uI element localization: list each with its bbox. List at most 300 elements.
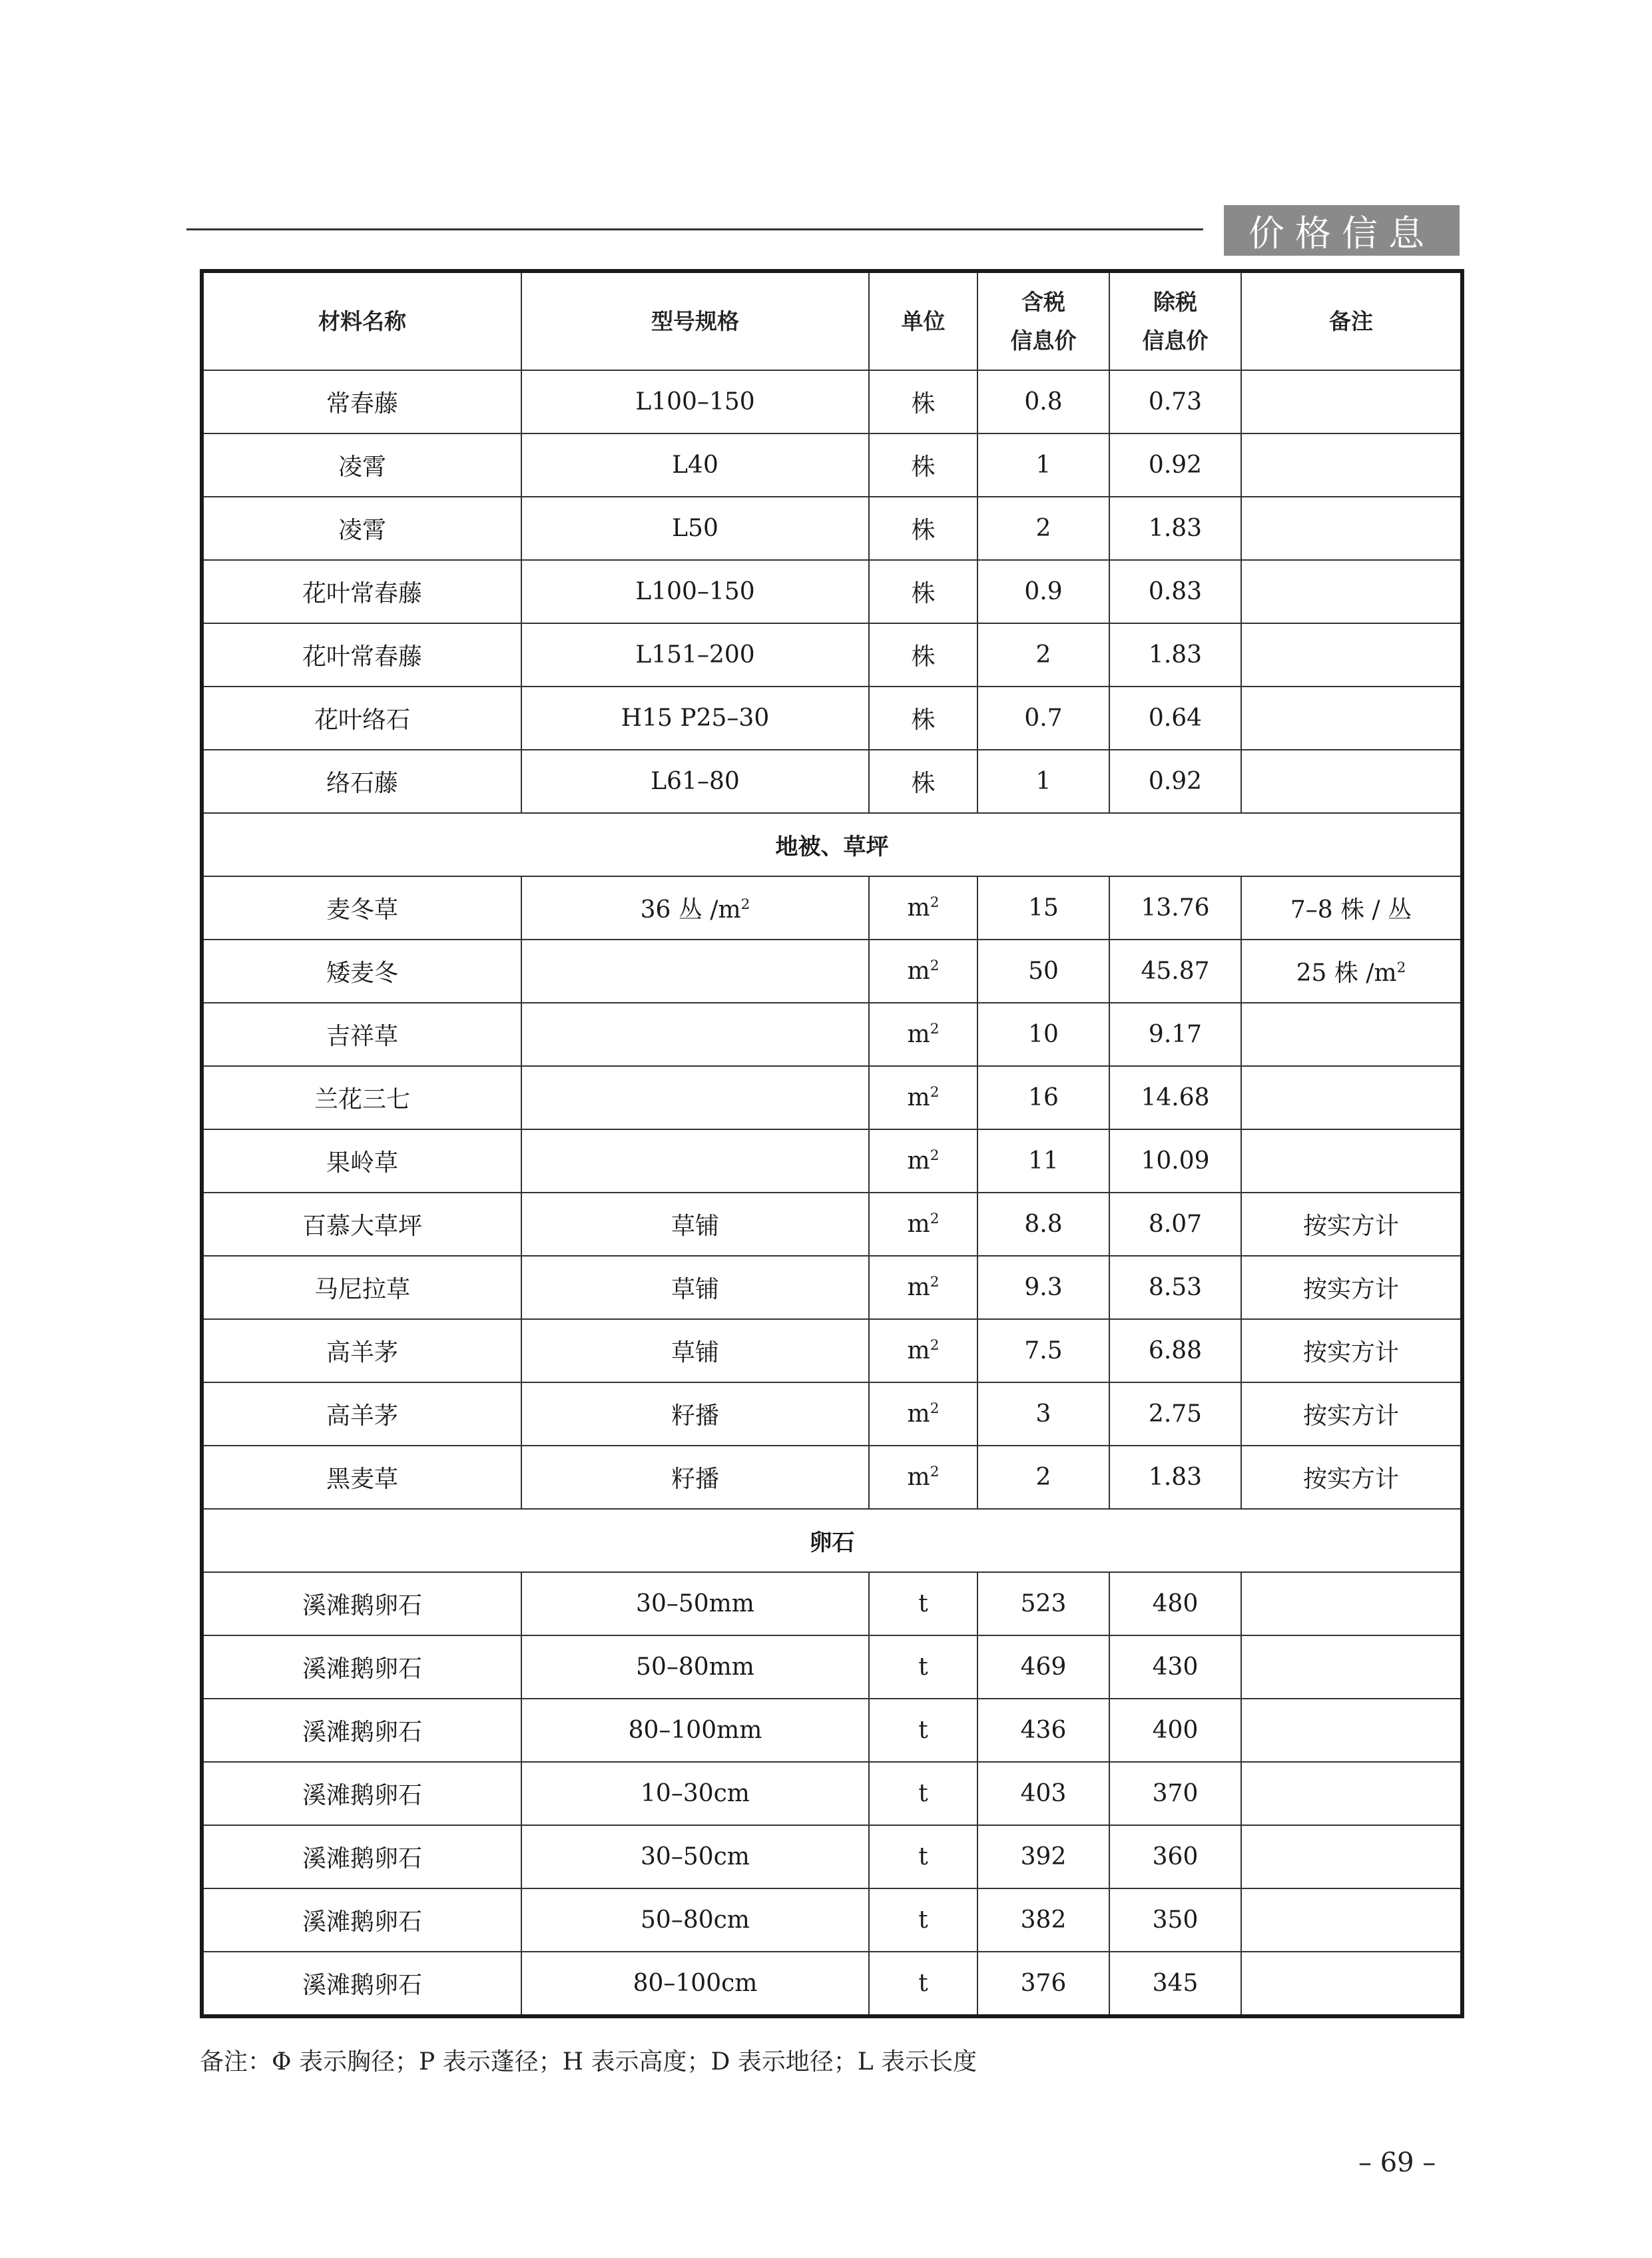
cell-name-text: 吉祥草 bbox=[326, 1023, 398, 1050]
cell-spec bbox=[521, 1952, 869, 2016]
cell-unit-superscript: 2 bbox=[930, 958, 940, 974]
cell-unit bbox=[869, 1319, 977, 1382]
cell-price-notax-text: 0.92 bbox=[1148, 768, 1203, 795]
cell-price-tax bbox=[977, 1888, 1109, 1952]
cell-name bbox=[202, 1952, 521, 2016]
cell-price-tax-text: 10 bbox=[1028, 1021, 1059, 1048]
cell-name-text: 溪滩鹅卵石 bbox=[302, 1655, 422, 1683]
cell-remark bbox=[1241, 1635, 1462, 1699]
cell-remark-text: 按实方计 bbox=[1302, 1276, 1399, 1303]
cell-spec bbox=[521, 1066, 869, 1129]
cell-price-tax bbox=[977, 1256, 1109, 1319]
cell-remark bbox=[1241, 940, 1462, 1003]
cell-price-notax-text: 2.75 bbox=[1148, 1400, 1203, 1428]
cell-price-notax bbox=[1109, 1699, 1241, 1762]
cell-unit-superscript: 2 bbox=[930, 894, 940, 911]
cell-unit bbox=[869, 876, 977, 940]
cell-name bbox=[202, 1446, 521, 1509]
cell-name bbox=[202, 1129, 521, 1193]
cell-spec-text: 80–100mm bbox=[628, 1717, 762, 1744]
cell-name bbox=[202, 1572, 521, 1635]
section-title-tab: 价格信息 bbox=[1224, 205, 1460, 256]
cell-spec bbox=[521, 1446, 869, 1509]
cell-price-notax-text: 1.83 bbox=[1148, 515, 1203, 542]
cell-unit bbox=[869, 623, 977, 687]
cell-price-notax-text: 45.87 bbox=[1141, 958, 1210, 985]
cell-remark bbox=[1241, 1825, 1462, 1888]
cell-spec-text: 籽播 bbox=[671, 1466, 719, 1493]
table-row bbox=[202, 370, 1462, 433]
cell-price-notax-text: 345 bbox=[1152, 1970, 1199, 1997]
cell-price-tax bbox=[977, 1699, 1109, 1762]
cell-name-text: 溪滩鹅卵石 bbox=[302, 1782, 422, 1809]
cell-price-tax bbox=[977, 623, 1109, 687]
cell-name-text: 黑麦草 bbox=[326, 1466, 398, 1493]
cell-price-notax bbox=[1109, 1952, 1241, 2016]
cell-price-tax-text: 1 bbox=[1035, 451, 1051, 479]
cell-spec bbox=[521, 1635, 869, 1699]
cell-unit-text: m bbox=[907, 958, 930, 985]
cell-name-text: 常春藤 bbox=[326, 390, 398, 418]
cell-name-text: 花叶常春藤 bbox=[302, 580, 422, 607]
cell-price-tax-text: 7.5 bbox=[1024, 1337, 1063, 1364]
cell-price-tax-text: 2 bbox=[1035, 1464, 1051, 1491]
cell-price-tax-text: 2 bbox=[1035, 641, 1051, 669]
table-header-row bbox=[202, 271, 1462, 370]
section-row bbox=[202, 1509, 1462, 1572]
cell-unit-text: t bbox=[918, 1906, 928, 1934]
cell-price-notax bbox=[1109, 623, 1241, 687]
cell-price-tax bbox=[977, 1003, 1109, 1066]
cell-spec bbox=[521, 1888, 869, 1952]
cell-name-text: 凌霄 bbox=[338, 453, 386, 481]
cell-name bbox=[202, 1066, 521, 1129]
cell-unit bbox=[869, 1572, 977, 1635]
cell-price-notax bbox=[1109, 1762, 1241, 1825]
cell-price-notax-text: 1.83 bbox=[1148, 641, 1203, 669]
cell-price-notax bbox=[1109, 1129, 1241, 1193]
cell-price-notax bbox=[1109, 1635, 1241, 1699]
cell-price-notax bbox=[1109, 1066, 1241, 1129]
page-number: – 69 – bbox=[1358, 2147, 1436, 2178]
cell-remark bbox=[1241, 1952, 1462, 2016]
cell-unit-text: m bbox=[907, 1337, 930, 1364]
table-row bbox=[202, 1382, 1462, 1446]
col-header-remark: 备注 bbox=[1241, 271, 1462, 370]
cell-price-notax-text: 400 bbox=[1152, 1717, 1199, 1744]
cell-remark bbox=[1241, 560, 1462, 623]
cell-price-tax bbox=[977, 433, 1109, 497]
cell-unit-text: t bbox=[918, 1590, 928, 1617]
cell-remark bbox=[1241, 1699, 1462, 1762]
cell-price-tax bbox=[977, 1825, 1109, 1888]
table-body bbox=[202, 370, 1462, 2016]
cell-spec bbox=[521, 1762, 869, 1825]
cell-remark bbox=[1241, 1446, 1462, 1509]
cell-name bbox=[202, 1319, 521, 1382]
cell-remark-text: 7–8 株 / 丛 bbox=[1290, 896, 1412, 924]
cell-name bbox=[202, 1825, 521, 1888]
cell-price-tax-text: 50 bbox=[1028, 958, 1059, 985]
cell-unit-text: m bbox=[907, 1274, 930, 1301]
cell-price-tax-text: 403 bbox=[1020, 1780, 1067, 1807]
cell-price-tax-text: 16 bbox=[1028, 1084, 1059, 1111]
cell-name-text: 溪滩鹅卵石 bbox=[302, 1592, 422, 1619]
table-row bbox=[202, 497, 1462, 560]
cell-price-notax-text: 0.64 bbox=[1148, 705, 1203, 732]
cell-spec-text: L40 bbox=[672, 451, 718, 479]
cell-name-text: 凌霄 bbox=[338, 517, 386, 544]
table-row bbox=[202, 1129, 1462, 1193]
cell-price-tax-text: 1 bbox=[1035, 768, 1051, 795]
cell-remark-text: 按实方计 bbox=[1302, 1339, 1399, 1366]
cell-spec bbox=[521, 1699, 869, 1762]
cell-name-text: 溪滩鹅卵石 bbox=[302, 1908, 422, 1936]
cell-price-notax-text: 0.92 bbox=[1148, 451, 1203, 479]
cell-price-notax bbox=[1109, 940, 1241, 1003]
cell-name-text: 马尼拉草 bbox=[314, 1276, 410, 1303]
col-header-unit: 单位 bbox=[869, 271, 977, 370]
cell-unit-text: t bbox=[918, 1653, 928, 1681]
cell-spec bbox=[521, 1193, 869, 1256]
cell-name-text: 花叶常春藤 bbox=[302, 643, 422, 671]
cell-unit-text: 株 bbox=[911, 580, 936, 607]
cell-spec bbox=[521, 1382, 869, 1446]
cell-price-notax-text: 0.73 bbox=[1148, 388, 1203, 416]
cell-unit bbox=[869, 433, 977, 497]
cell-unit bbox=[869, 1382, 977, 1446]
cell-price-tax-text: 3 bbox=[1035, 1400, 1051, 1428]
table-row bbox=[202, 687, 1462, 750]
table-row bbox=[202, 876, 1462, 940]
cell-price-tax bbox=[977, 497, 1109, 560]
cell-price-notax bbox=[1109, 1825, 1241, 1888]
cell-price-notax bbox=[1109, 750, 1241, 813]
cell-price-notax-text: 480 bbox=[1152, 1590, 1199, 1617]
cell-remark bbox=[1241, 687, 1462, 750]
cell-remark bbox=[1241, 370, 1462, 433]
table-row bbox=[202, 1003, 1462, 1066]
cell-unit bbox=[869, 1635, 977, 1699]
cell-price-notax-text: 8.53 bbox=[1148, 1274, 1203, 1301]
cell-name bbox=[202, 876, 521, 940]
cell-price-tax bbox=[977, 1762, 1109, 1825]
cell-remark bbox=[1241, 1066, 1462, 1129]
cell-spec-superscript: 2 bbox=[740, 896, 750, 913]
cell-name-text: 高羊茅 bbox=[326, 1339, 398, 1366]
cell-spec-text: L151–200 bbox=[635, 641, 755, 669]
cell-spec bbox=[521, 1129, 869, 1193]
cell-price-notax-text: 430 bbox=[1152, 1653, 1199, 1681]
cell-name bbox=[202, 370, 521, 433]
col-header-price-notax-line1: 除税 bbox=[1153, 288, 1197, 315]
cell-remark bbox=[1241, 433, 1462, 497]
table-row bbox=[202, 1762, 1462, 1825]
cell-price-tax bbox=[977, 750, 1109, 813]
cell-unit bbox=[869, 940, 977, 1003]
cell-price-tax-text: 0.9 bbox=[1024, 578, 1063, 605]
cell-spec bbox=[521, 1256, 869, 1319]
table-row bbox=[202, 1256, 1462, 1319]
cell-price-notax bbox=[1109, 1003, 1241, 1066]
cell-price-tax bbox=[977, 687, 1109, 750]
footnote: 备注：Φ 表示胸径；P 表示蓬径；H 表示高度；D 表示地径；L 表示长度 bbox=[200, 2048, 977, 2076]
cell-name-text: 溪滩鹅卵石 bbox=[302, 1845, 422, 1872]
cell-spec-text: 36 丛 /m bbox=[640, 896, 741, 924]
cell-spec bbox=[521, 940, 869, 1003]
cell-name bbox=[202, 687, 521, 750]
cell-spec bbox=[521, 1003, 869, 1066]
cell-name bbox=[202, 940, 521, 1003]
cell-name bbox=[202, 1256, 521, 1319]
cell-unit bbox=[869, 370, 977, 433]
cell-price-notax bbox=[1109, 687, 1241, 750]
cell-name-text: 溪滩鹅卵石 bbox=[302, 1719, 422, 1746]
col-header-price-notax-line2: 信息价 bbox=[1142, 327, 1209, 354]
cell-unit-superscript: 2 bbox=[930, 1464, 940, 1480]
cell-spec-text: 草铺 bbox=[671, 1339, 719, 1366]
cell-spec bbox=[521, 623, 869, 687]
cell-price-notax bbox=[1109, 560, 1241, 623]
col-header-name: 材料名称 bbox=[202, 271, 521, 370]
cell-price-notax-text: 370 bbox=[1152, 1780, 1199, 1807]
cell-spec bbox=[521, 1319, 869, 1382]
cell-spec bbox=[521, 560, 869, 623]
cell-spec-text: 50–80cm bbox=[641, 1906, 750, 1934]
cell-name-text: 溪滩鹅卵石 bbox=[302, 1972, 422, 1999]
cell-price-tax bbox=[977, 1952, 1109, 2016]
table-row bbox=[202, 1825, 1462, 1888]
table-row bbox=[202, 1319, 1462, 1382]
cell-price-notax bbox=[1109, 1382, 1241, 1446]
price-table bbox=[200, 269, 1464, 2018]
cell-name bbox=[202, 1888, 521, 1952]
cell-spec bbox=[521, 687, 869, 750]
cell-price-notax bbox=[1109, 1572, 1241, 1635]
cell-unit-text: t bbox=[918, 1717, 928, 1744]
cell-price-tax bbox=[977, 1193, 1109, 1256]
cell-price-tax bbox=[977, 940, 1109, 1003]
table-row bbox=[202, 1066, 1462, 1129]
cell-unit-text: 株 bbox=[911, 453, 936, 481]
cell-unit-superscript: 2 bbox=[930, 1337, 940, 1354]
cell-name bbox=[202, 1193, 521, 1256]
cell-price-notax-text: 8.07 bbox=[1148, 1211, 1203, 1238]
cell-spec bbox=[521, 1825, 869, 1888]
cell-spec bbox=[521, 497, 869, 560]
cell-remark bbox=[1241, 1319, 1462, 1382]
table-row bbox=[202, 433, 1462, 497]
section-row bbox=[202, 813, 1462, 876]
cell-name-text: 高羊茅 bbox=[326, 1402, 398, 1430]
cell-remark bbox=[1241, 750, 1462, 813]
cell-spec-text: L50 bbox=[672, 515, 718, 542]
cell-remark-text: 按实方计 bbox=[1302, 1466, 1399, 1493]
cell-price-tax bbox=[977, 370, 1109, 433]
cell-unit-text: t bbox=[918, 1970, 928, 1997]
cell-unit bbox=[869, 1256, 977, 1319]
cell-remark bbox=[1241, 876, 1462, 940]
cell-price-tax-text: 11 bbox=[1028, 1147, 1059, 1175]
cell-unit bbox=[869, 1003, 977, 1066]
cell-price-notax-text: 1.83 bbox=[1148, 1464, 1203, 1491]
cell-unit-text: 株 bbox=[911, 770, 936, 797]
cell-price-notax bbox=[1109, 1319, 1241, 1382]
cell-unit-superscript: 2 bbox=[930, 1400, 940, 1417]
cell-unit-superscript: 2 bbox=[930, 1211, 940, 1227]
cell-name bbox=[202, 1003, 521, 1066]
cell-price-notax bbox=[1109, 433, 1241, 497]
cell-spec bbox=[521, 876, 869, 940]
cell-price-tax-text: 436 bbox=[1020, 1717, 1067, 1744]
cell-unit bbox=[869, 1825, 977, 1888]
cell-name-text: 麦冬草 bbox=[326, 896, 398, 924]
table-row bbox=[202, 560, 1462, 623]
cell-unit bbox=[869, 687, 977, 750]
table-row bbox=[202, 1888, 1462, 1952]
cell-unit bbox=[869, 1129, 977, 1193]
cell-price-tax bbox=[977, 1319, 1109, 1382]
cell-unit-superscript: 2 bbox=[930, 1274, 940, 1290]
cell-price-tax-text: 392 bbox=[1020, 1843, 1067, 1870]
table-row bbox=[202, 1635, 1462, 1699]
cell-remark bbox=[1241, 1572, 1462, 1635]
cell-price-notax-text: 13.76 bbox=[1141, 894, 1210, 922]
cell-price-notax-text: 0.83 bbox=[1148, 578, 1203, 605]
cell-spec-text: 草铺 bbox=[671, 1276, 719, 1303]
cell-spec-text: L100–150 bbox=[635, 578, 755, 605]
cell-name bbox=[202, 560, 521, 623]
cell-price-notax-text: 6.88 bbox=[1148, 1337, 1203, 1364]
cell-unit-text: 株 bbox=[911, 706, 936, 734]
cell-unit bbox=[869, 560, 977, 623]
cell-name-text: 花叶络石 bbox=[314, 706, 410, 734]
cell-name bbox=[202, 1382, 521, 1446]
cell-price-tax bbox=[977, 876, 1109, 940]
cell-price-tax bbox=[977, 1635, 1109, 1699]
cell-remark-text: 按实方计 bbox=[1302, 1402, 1399, 1430]
cell-spec-text: 草铺 bbox=[671, 1213, 719, 1240]
cell-remark bbox=[1241, 1193, 1462, 1256]
cell-price-notax bbox=[1109, 370, 1241, 433]
section-label: 地被、草坪 bbox=[202, 813, 1462, 876]
cell-unit-text: 株 bbox=[911, 517, 936, 544]
cell-price-tax-text: 15 bbox=[1028, 894, 1059, 922]
cell-unit-text: m bbox=[907, 1211, 930, 1238]
cell-remark bbox=[1241, 1888, 1462, 1952]
table-row bbox=[202, 1193, 1462, 1256]
cell-spec bbox=[521, 750, 869, 813]
cell-price-tax-text: 469 bbox=[1020, 1653, 1067, 1681]
cell-price-tax-text: 9.3 bbox=[1024, 1274, 1063, 1301]
cell-price-tax-text: 382 bbox=[1020, 1906, 1067, 1934]
table-row bbox=[202, 1952, 1462, 2016]
col-header-spec: 型号规格 bbox=[521, 271, 869, 370]
table-row bbox=[202, 1446, 1462, 1509]
col-header-price-tax-line1: 含税 bbox=[1021, 288, 1065, 315]
cell-unit-text: m bbox=[907, 1021, 930, 1048]
cell-remark-text: 按实方计 bbox=[1302, 1213, 1399, 1240]
cell-name bbox=[202, 1699, 521, 1762]
cell-price-notax bbox=[1109, 1256, 1241, 1319]
cell-unit-text: m bbox=[907, 1147, 930, 1175]
cell-remark bbox=[1241, 1256, 1462, 1319]
col-header-price-notax bbox=[1109, 271, 1241, 370]
cell-spec bbox=[521, 1572, 869, 1635]
cell-remark-superscript: 2 bbox=[1396, 960, 1406, 976]
cell-price-tax bbox=[977, 1446, 1109, 1509]
cell-unit bbox=[869, 1762, 977, 1825]
cell-price-tax-text: 376 bbox=[1020, 1970, 1067, 1997]
col-header-price-tax-line2: 信息价 bbox=[1010, 327, 1077, 354]
cell-name-text: 矮麦冬 bbox=[326, 960, 398, 987]
cell-price-notax bbox=[1109, 1446, 1241, 1509]
cell-name-text: 兰花三七 bbox=[314, 1086, 410, 1113]
cell-spec-text: 10–30cm bbox=[641, 1780, 750, 1807]
cell-price-notax bbox=[1109, 497, 1241, 560]
cell-spec-text: H15 P25–30 bbox=[621, 705, 770, 732]
cell-name-text: 果岭草 bbox=[326, 1149, 398, 1177]
cell-unit-text: m bbox=[907, 1400, 930, 1428]
cell-price-notax bbox=[1109, 876, 1241, 940]
cell-unit-text: 株 bbox=[911, 390, 936, 418]
cell-remark bbox=[1241, 1762, 1462, 1825]
cell-spec bbox=[521, 433, 869, 497]
cell-spec-text: L100–150 bbox=[635, 388, 755, 416]
cell-price-notax-text: 350 bbox=[1152, 1906, 1199, 1934]
cell-remark bbox=[1241, 623, 1462, 687]
cell-unit bbox=[869, 1952, 977, 2016]
cell-unit bbox=[869, 1446, 977, 1509]
table-row bbox=[202, 750, 1462, 813]
cell-price-notax-text: 9.17 bbox=[1148, 1021, 1203, 1048]
header-rule bbox=[186, 228, 1203, 230]
cell-price-notax bbox=[1109, 1888, 1241, 1952]
cell-price-tax bbox=[977, 1066, 1109, 1129]
cell-unit bbox=[869, 1066, 977, 1129]
cell-spec-text: 籽播 bbox=[671, 1402, 719, 1430]
cell-unit bbox=[869, 1699, 977, 1762]
cell-unit bbox=[869, 750, 977, 813]
cell-name bbox=[202, 623, 521, 687]
table-row bbox=[202, 1572, 1462, 1635]
cell-spec-text: 50–80mm bbox=[636, 1653, 754, 1681]
cell-unit-text: t bbox=[918, 1843, 928, 1870]
cell-price-tax-text: 0.7 bbox=[1024, 705, 1063, 732]
cell-unit bbox=[869, 1193, 977, 1256]
cell-price-notax-text: 360 bbox=[1152, 1843, 1199, 1870]
cell-price-tax-text: 8.8 bbox=[1024, 1211, 1063, 1238]
cell-remark bbox=[1241, 1382, 1462, 1446]
cell-unit-superscript: 2 bbox=[930, 1084, 940, 1101]
table-row bbox=[202, 1699, 1462, 1762]
cell-unit-text: t bbox=[918, 1780, 928, 1807]
section-label: 卵石 bbox=[202, 1509, 1462, 1572]
cell-price-notax bbox=[1109, 1193, 1241, 1256]
cell-unit-text: m bbox=[907, 1084, 930, 1111]
cell-name bbox=[202, 1762, 521, 1825]
cell-price-tax bbox=[977, 1572, 1109, 1635]
cell-spec bbox=[521, 370, 869, 433]
cell-price-notax-text: 10.09 bbox=[1141, 1147, 1210, 1175]
cell-unit-superscript: 2 bbox=[930, 1021, 940, 1037]
cell-name-text: 络石藤 bbox=[326, 770, 398, 797]
cell-remark-text: 25 株 /m bbox=[1296, 960, 1397, 987]
cell-spec-text: L61–80 bbox=[651, 768, 740, 795]
col-header-price-tax bbox=[977, 271, 1109, 370]
cell-price-tax bbox=[977, 1129, 1109, 1193]
cell-unit-superscript: 2 bbox=[930, 1147, 940, 1164]
